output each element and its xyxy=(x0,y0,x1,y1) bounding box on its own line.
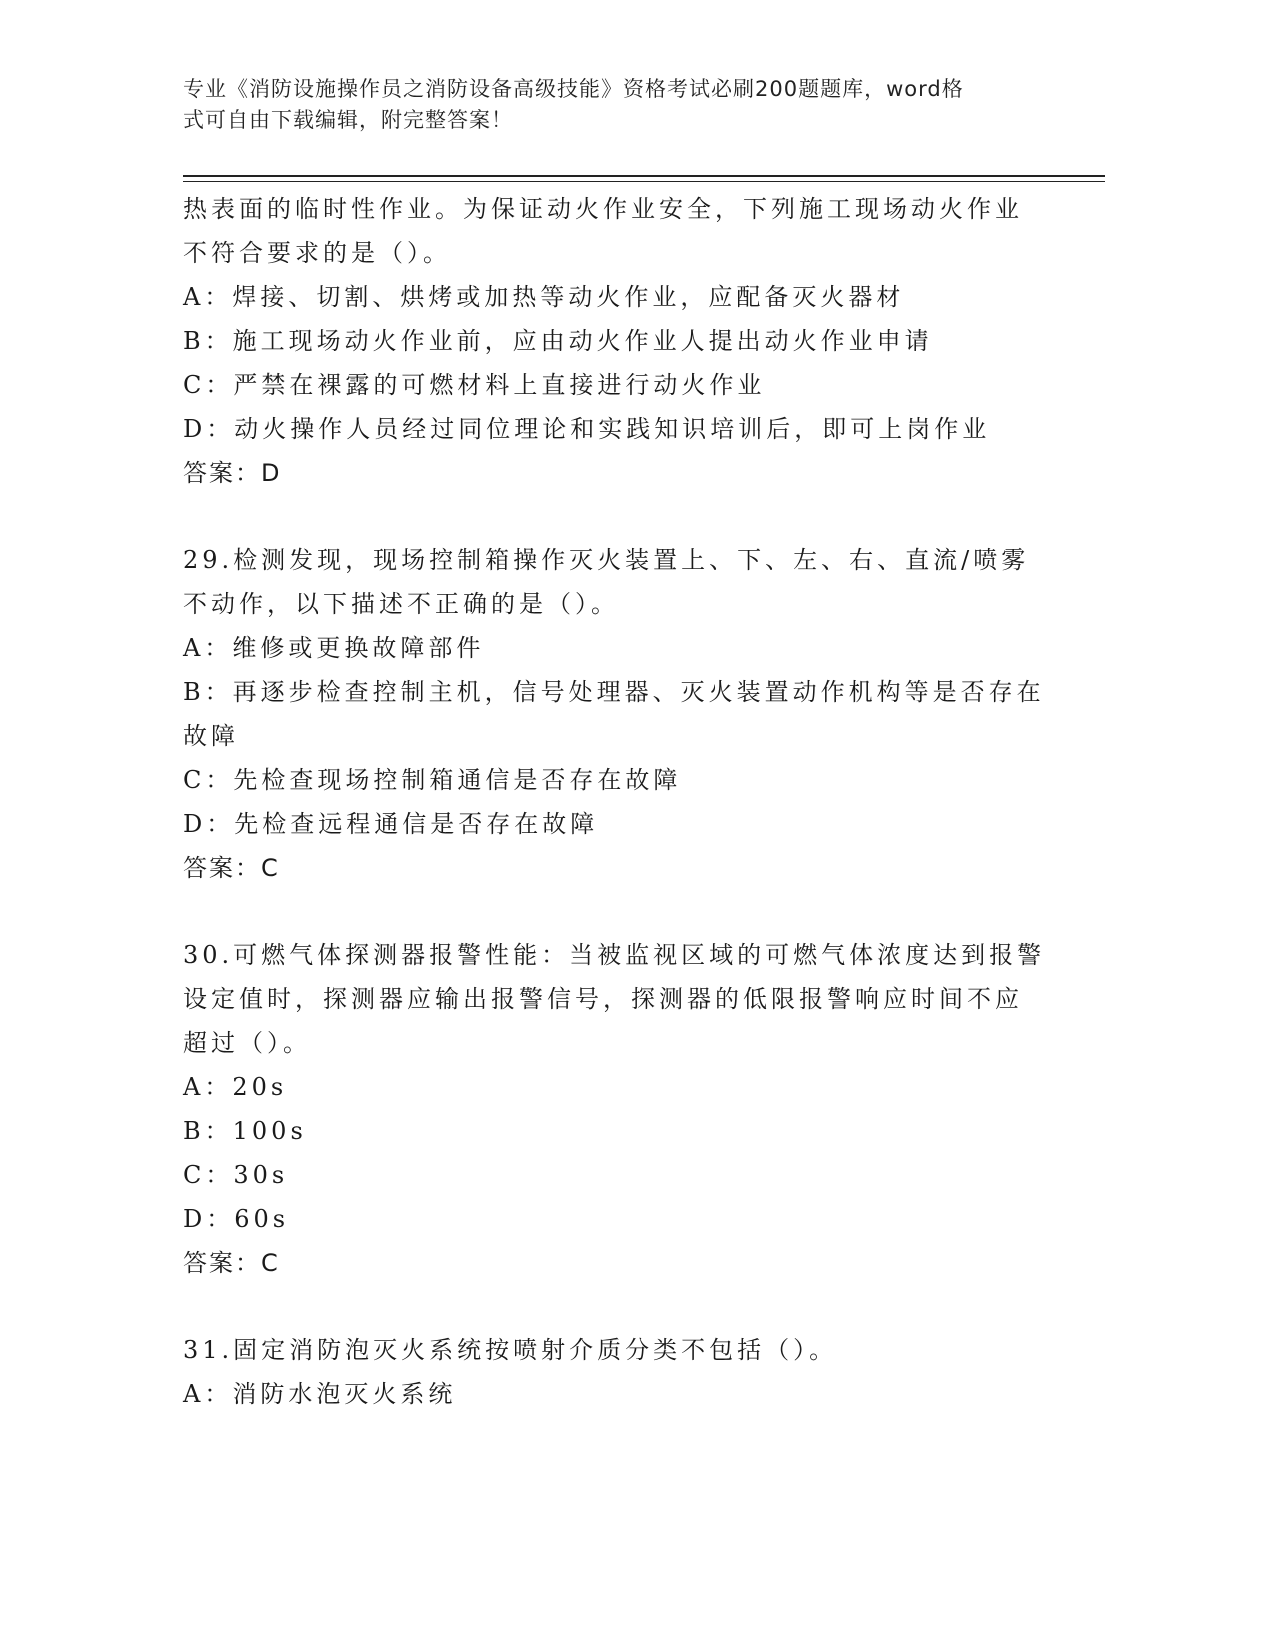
question-text-line: 不符合要求的是（）。 xyxy=(183,239,451,267)
page-header xyxy=(183,74,1063,136)
option-d: D：先检查远程通信是否存在故障 xyxy=(183,810,599,838)
option-a: A：消防水泡灭火系统 xyxy=(183,1380,457,1408)
question-spacer xyxy=(183,1285,1043,1328)
question-spacer xyxy=(183,890,1043,933)
answer-line: 答案：C xyxy=(183,1249,280,1277)
option-b-continued: 故障 xyxy=(183,722,239,750)
question-text-line: 30.可燃气体探测器报警性能：当被监视区域的可燃气体浓度达到报警 xyxy=(183,941,1046,969)
question-text-line: 29.检测发现，现场控制箱操作灭火装置上、下、左、右、直流/喷雾 xyxy=(183,546,1030,574)
question-31 xyxy=(183,1328,1043,1416)
header-rule-thick xyxy=(183,175,1105,177)
header-rule-thin xyxy=(183,181,1105,182)
option-b: B：再逐步检查控制主机，信号处理器、灭火装置动作机构等是否存在 xyxy=(183,678,1045,706)
option-b: B：施工现场动火作业前，应由动火作业人提出动火作业申请 xyxy=(183,327,933,355)
question-30 xyxy=(183,933,1046,1285)
question-spacer xyxy=(183,495,1043,538)
header-line-1: 专业《消防设施操作员之消防设备高级技能》资格考试必刷200题题库，word格 xyxy=(183,77,964,101)
header-line-2: 式可自由下载编辑，附完整答案！ xyxy=(183,108,513,132)
document-body xyxy=(183,187,1046,1416)
option-a: A：焊接、切割、烘烤或加热等动火作业，应配备灭火器材 xyxy=(183,283,905,311)
question-text-line: 热表面的临时性作业。为保证动火作业安全，下列施工现场动火作业 xyxy=(183,195,1023,223)
question-text-line: 超过（）。 xyxy=(183,1029,311,1057)
option-a: A：维修或更换故障部件 xyxy=(183,634,485,662)
option-d: D：动火操作人员经过同位理论和实践知识培训后，即可上岗作业 xyxy=(183,415,991,443)
option-c: C：30s xyxy=(183,1161,289,1189)
question-text-line: 31.固定消防泡灭火系统按喷射介质分类不包括（）。 xyxy=(183,1336,838,1364)
question-29 xyxy=(183,538,1043,890)
question-28-continued xyxy=(183,187,1043,495)
option-c: C：严禁在裸露的可燃材料上直接进行动火作业 xyxy=(183,371,766,399)
answer-line: 答案：D xyxy=(183,459,282,487)
option-b: B：100s xyxy=(183,1117,307,1145)
option-d: D：60s xyxy=(183,1205,290,1233)
option-a: A：20s xyxy=(183,1073,288,1101)
option-c: C：先检查现场控制箱通信是否存在故障 xyxy=(183,766,682,794)
answer-line: 答案：C xyxy=(183,854,280,882)
question-text-line: 设定值时，探测器应输出报警信号，探测器的低限报警响应时间不应 xyxy=(183,985,1023,1013)
question-text-line: 不动作，以下描述不正确的是（）。 xyxy=(183,590,619,618)
